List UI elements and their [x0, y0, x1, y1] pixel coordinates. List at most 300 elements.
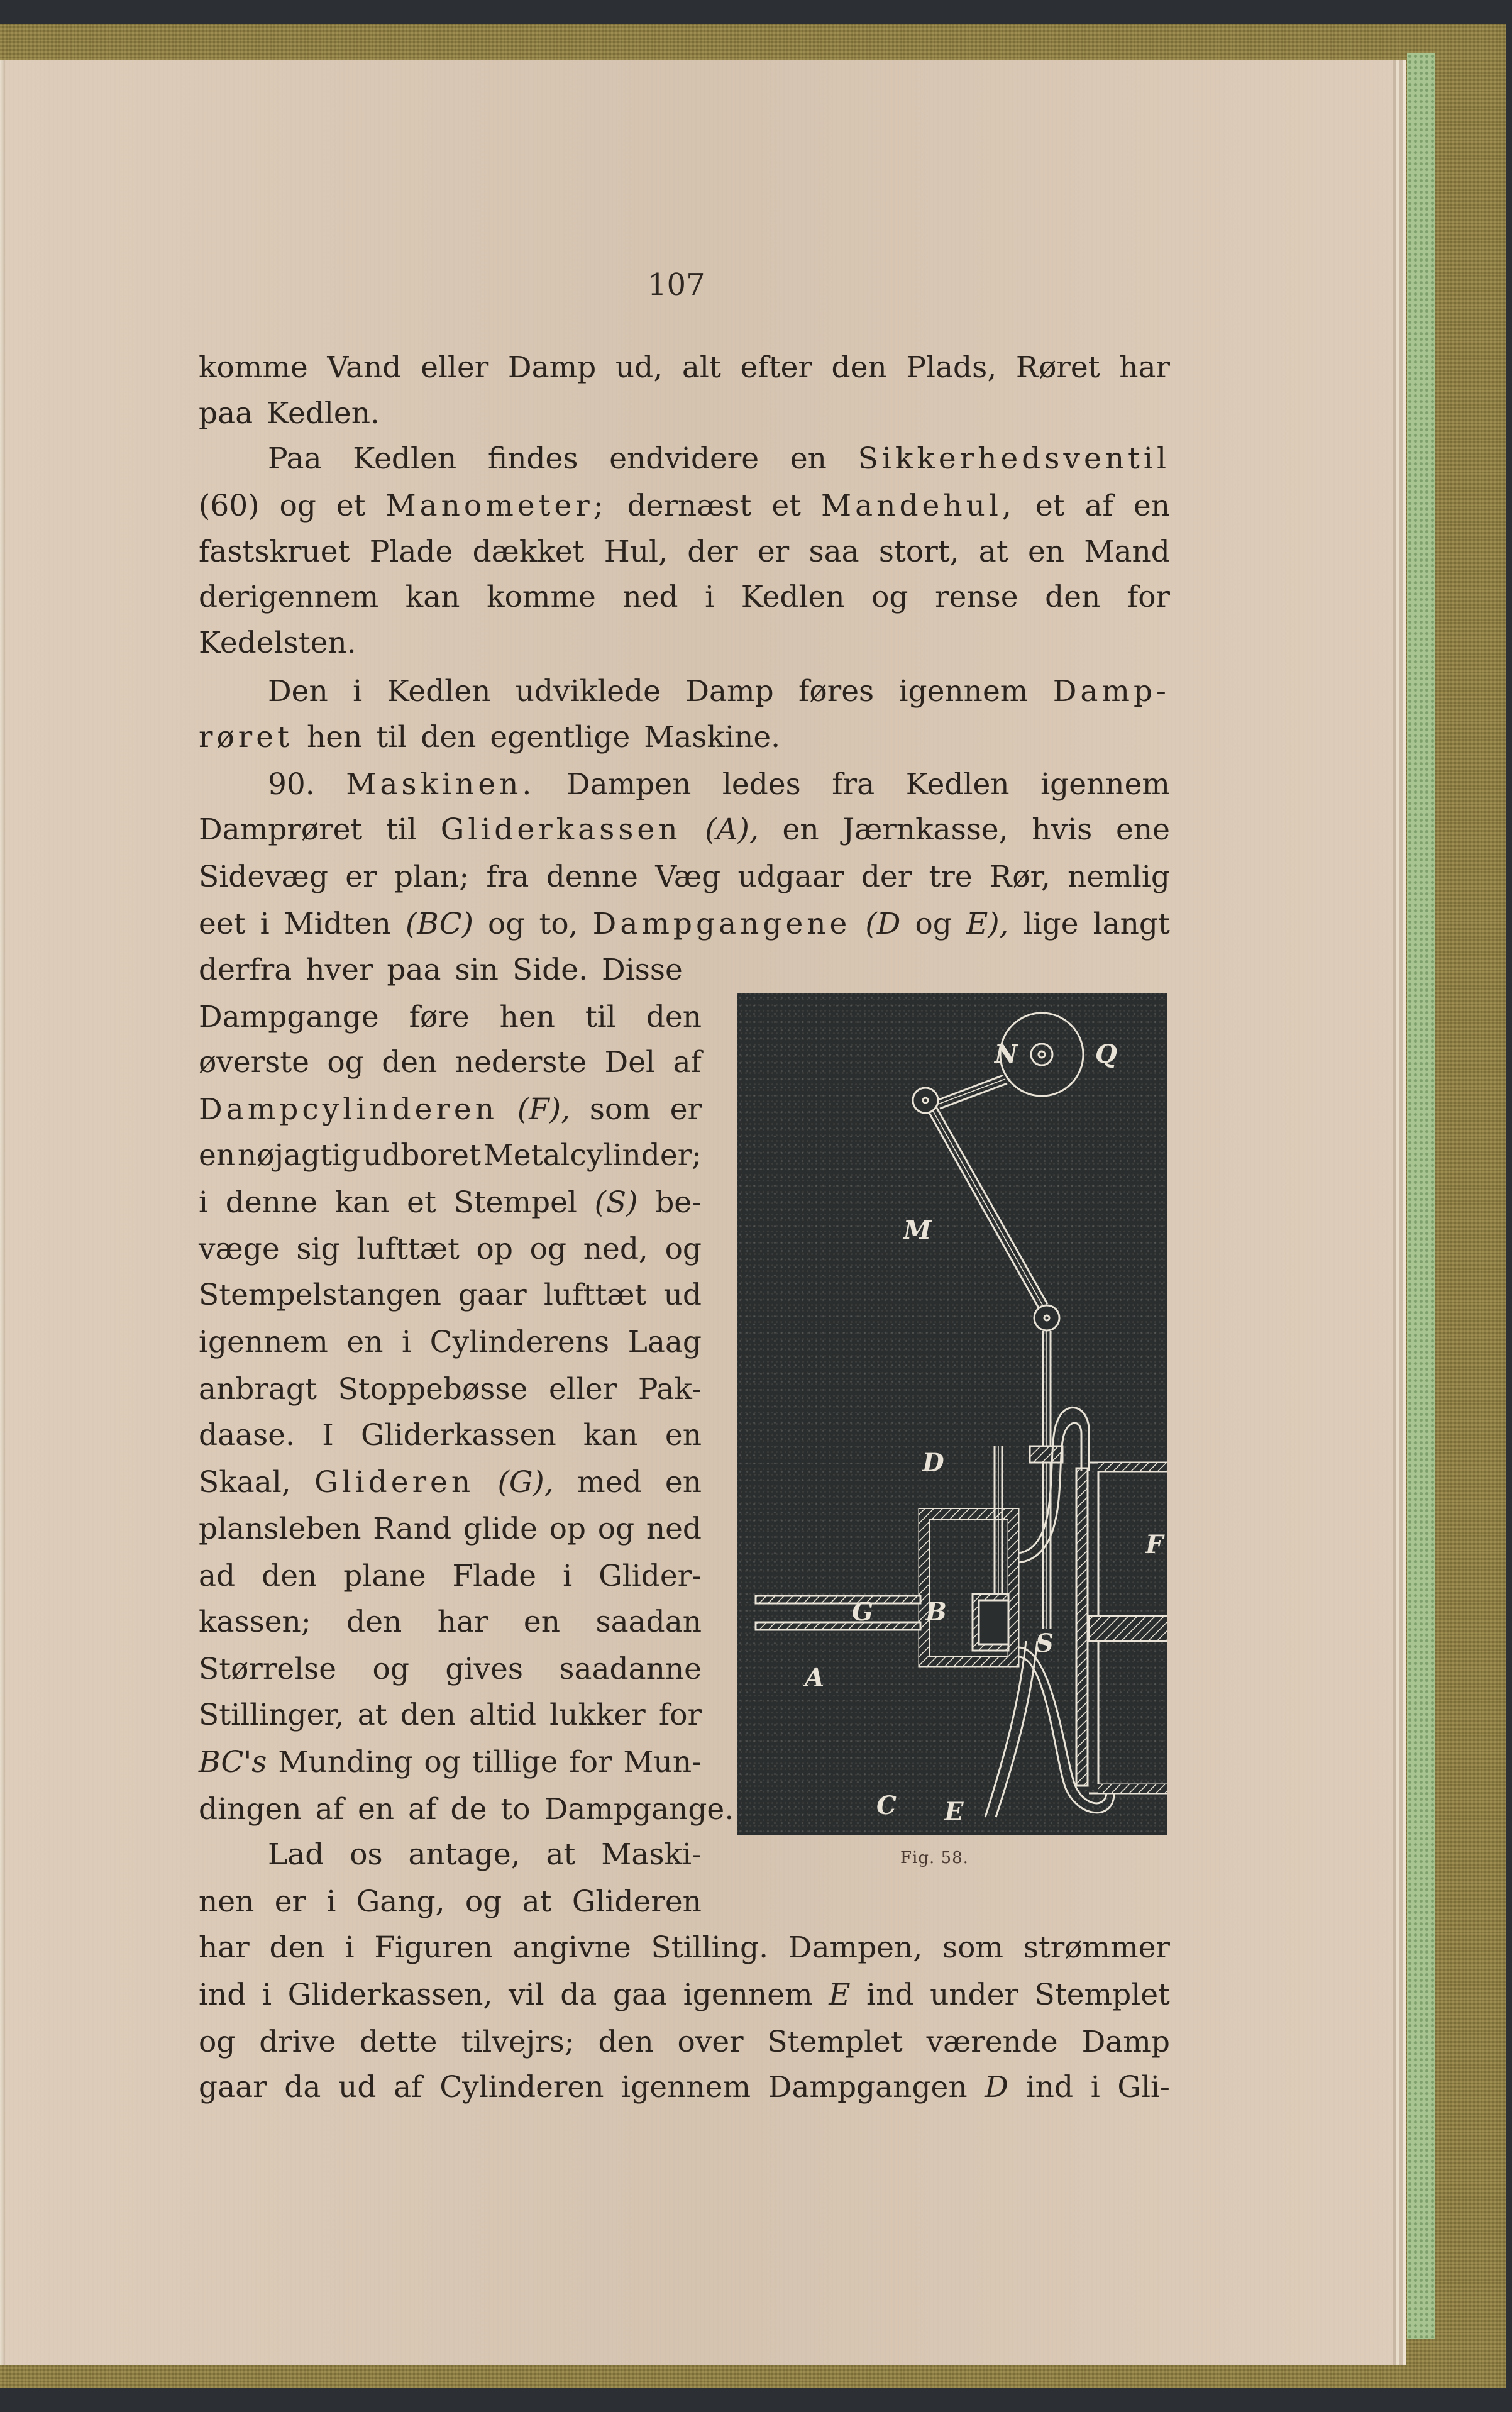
word: en	[199, 1138, 236, 1173]
word: er	[274, 1884, 306, 1919]
word: eller	[549, 1372, 617, 1407]
word: ud	[338, 2070, 377, 2105]
word: hen	[499, 1000, 555, 1034]
word: en	[346, 1325, 384, 1359]
word: derigennem	[199, 580, 379, 614]
text-line	[199, 858, 1170, 896]
word: Mand	[1084, 534, 1170, 569]
word: glide	[463, 1512, 538, 1546]
text-line	[199, 1557, 702, 1595]
word: E),	[966, 907, 1009, 941]
word: Figuren	[374, 1930, 493, 1965]
word: lufttæt	[543, 1278, 647, 1312]
word: E	[829, 1978, 851, 2012]
word: for	[569, 1745, 612, 1779]
endpaper-strip	[1407, 53, 1435, 2339]
word: af	[408, 1792, 437, 1827]
word: sin	[455, 953, 499, 987]
word: tilvejrs;	[461, 2025, 575, 2059]
word: de	[450, 1792, 487, 1827]
text-line	[199, 1696, 702, 1734]
word: plan;	[394, 860, 470, 894]
word: ud	[663, 1278, 702, 1312]
word: ad	[199, 1559, 236, 1593]
word: Glideren	[314, 1465, 475, 1500]
word: ud,	[615, 350, 663, 385]
word: drive	[259, 2025, 336, 2059]
word: kan	[334, 1185, 390, 1220]
text-line	[199, 1464, 702, 1502]
word: af	[394, 2070, 422, 2105]
word: Maski-	[601, 1837, 702, 1872]
word: (60)	[199, 489, 260, 523]
word: hen	[306, 720, 363, 755]
text-line	[199, 487, 1170, 525]
word: derfra	[199, 953, 292, 987]
page-gutter-edge	[0, 60, 5, 2365]
label-f: F	[1145, 1530, 1164, 1559]
word: sig	[296, 1232, 340, 1266]
label-c: C	[876, 1791, 897, 1820]
word: Gang,	[356, 1884, 445, 1919]
word: Gli-	[1117, 2070, 1170, 2105]
word: Sidevæg	[199, 860, 328, 894]
word: efter	[740, 350, 812, 385]
word: den	[262, 1559, 317, 1593]
word: af	[673, 1045, 702, 1080]
word: værende	[926, 2025, 1058, 2059]
label-a: A	[805, 1663, 825, 1693]
cylinder-left-wall	[1076, 1468, 1088, 1786]
word: Kedlen	[741, 580, 845, 614]
crank-pin-joint	[913, 1088, 938, 1113]
label-s: S	[1035, 1629, 1054, 1658]
text-line	[199, 905, 1170, 943]
text-line	[199, 1231, 702, 1268]
word: Glider-	[599, 1559, 702, 1593]
word: er	[670, 1092, 702, 1127]
word: i	[1090, 2070, 1100, 2105]
word: nemlig	[1068, 860, 1170, 894]
word: Kedelsten.	[199, 626, 356, 660]
word: er	[757, 534, 790, 569]
word: to,	[539, 907, 578, 941]
word: den	[646, 1000, 702, 1034]
word: og	[465, 1884, 502, 1919]
word: Metalcylinder;	[483, 1138, 702, 1173]
word: Gliderkassen,	[287, 1978, 493, 2012]
word: et	[771, 489, 802, 523]
word: igennem	[898, 674, 1029, 709]
word: Dampgange	[199, 1000, 379, 1034]
steam-engine-figure	[737, 993, 1167, 1835]
word: og	[279, 489, 316, 523]
word: ind	[1025, 2070, 1074, 2105]
word: den	[831, 350, 887, 385]
word: udviklede	[515, 674, 661, 709]
word: endvidere	[609, 441, 759, 476]
word: alt	[682, 350, 721, 385]
label-n: N	[995, 1039, 1018, 1069]
word: Midten	[284, 907, 391, 941]
word: Damp	[507, 350, 597, 385]
text-line	[199, 1184, 702, 1222]
word: Sikkerhedsventil	[858, 441, 1170, 476]
word: strømmer	[1023, 1930, 1170, 1965]
word: Mun-	[623, 1745, 702, 1779]
word: Dampcylinderen	[199, 1092, 499, 1127]
word: rense	[935, 580, 1018, 614]
word: med	[577, 1465, 642, 1500]
word: Mandehul,	[821, 489, 1015, 523]
text-line	[199, 999, 702, 1036]
word: en	[357, 1792, 395, 1827]
word: Rand	[373, 1512, 452, 1546]
word: Kedlen	[353, 441, 457, 476]
word: i	[345, 1930, 355, 1965]
word: Skaal,	[199, 1465, 291, 1500]
word: (S)	[594, 1185, 638, 1220]
word: et	[407, 1185, 436, 1220]
word: BC's	[199, 1745, 267, 1779]
word: Munding	[278, 1745, 413, 1779]
word: Hul,	[604, 534, 668, 569]
text-line	[199, 719, 1170, 756]
word: hver	[306, 953, 373, 987]
word: gaa	[612, 1978, 668, 2012]
word: saa	[808, 534, 859, 569]
word: og	[424, 1745, 461, 1779]
word: som	[942, 1930, 1003, 1965]
word: Maskinen.	[346, 767, 536, 802]
word: nen	[199, 1884, 255, 1919]
word: Glideren	[571, 1884, 702, 1919]
word: Maskine.	[644, 720, 781, 755]
stuffing-box	[1030, 1446, 1062, 1463]
word: Væg	[655, 860, 721, 894]
word: Dampgange.	[544, 1792, 734, 1827]
word: kan	[583, 1418, 638, 1452]
word: hvis	[1032, 812, 1093, 847]
word: saadanne	[559, 1652, 702, 1686]
crank-arm-n	[937, 1075, 1007, 1109]
text-line	[199, 1651, 702, 1688]
word: Stoppebøsse	[338, 1372, 528, 1407]
word: (D	[865, 907, 901, 941]
word: at	[546, 1837, 576, 1872]
text-line	[199, 395, 1170, 433]
word: og	[665, 1232, 702, 1266]
word: under	[930, 1978, 1019, 2012]
text-line	[199, 2023, 1170, 2061]
word: op	[549, 1512, 586, 1546]
word: har	[437, 1605, 488, 1639]
text-line	[199, 1091, 702, 1129]
word: ned	[646, 1512, 702, 1546]
word: Vand	[327, 350, 402, 385]
page-stack-edge	[1393, 60, 1406, 2365]
word: Del	[604, 1045, 656, 1080]
word: nøjagtig	[237, 1138, 361, 1173]
word: Kedlen	[905, 767, 1010, 802]
word: vil	[509, 1978, 544, 2012]
word: Disse	[602, 953, 683, 987]
text-line	[199, 1324, 702, 1361]
word: i	[563, 1559, 573, 1593]
piston-rod	[1043, 1331, 1051, 1629]
word: og	[871, 580, 908, 614]
word: igennem	[621, 2070, 751, 2105]
word: i	[326, 1884, 336, 1919]
label-e: E	[944, 1797, 964, 1827]
word: den	[346, 1605, 402, 1639]
word: en	[1027, 534, 1065, 569]
word: den	[400, 1698, 456, 1732]
word: Stilling.	[651, 1930, 769, 1965]
word: Manometer;	[385, 489, 607, 523]
word: udgaar	[737, 860, 844, 894]
word: findes	[487, 441, 578, 476]
word: udboret	[362, 1138, 481, 1173]
word: dækket	[472, 534, 585, 569]
word: ene	[1116, 812, 1170, 847]
word: daase.	[199, 1418, 295, 1452]
text-line	[199, 440, 1170, 478]
word: igennem	[199, 1325, 328, 1359]
text-line	[199, 1510, 702, 1548]
word: Jærnkasse,	[842, 812, 1008, 847]
label-m: M	[903, 1215, 932, 1245]
word: denne	[546, 860, 638, 894]
word: den	[1045, 580, 1101, 614]
word: (BC)	[405, 907, 473, 941]
label-b: B	[925, 1597, 947, 1627]
word: Cylinderen	[439, 2070, 604, 2105]
text-line	[199, 349, 1170, 387]
word: et	[336, 489, 366, 523]
word: Plads,	[906, 350, 997, 385]
word: Damprøret	[199, 812, 363, 847]
word: Røret	[1015, 350, 1100, 385]
word: i	[262, 1978, 272, 2012]
word: igennem	[683, 1978, 813, 2012]
word: nederste	[455, 1045, 587, 1080]
word: Rør,	[990, 860, 1051, 894]
word: Cylinderens	[429, 1325, 610, 1359]
word: Lad	[268, 1837, 324, 1872]
word: en	[790, 441, 827, 476]
text-line	[199, 1603, 702, 1641]
text-line	[199, 811, 1170, 849]
word: komme	[487, 580, 596, 614]
word: gaar	[199, 2070, 267, 2105]
word: Dampen	[566, 767, 692, 802]
word: og	[488, 907, 525, 941]
word: (F),	[517, 1092, 571, 1127]
word: Stemplet	[767, 2025, 903, 2059]
word: en	[1133, 489, 1170, 523]
word: Stemplet	[1034, 1978, 1170, 2012]
word: stort,	[878, 534, 959, 569]
word: Pak-	[637, 1372, 702, 1407]
text-line	[199, 1976, 1170, 2014]
page-number: 107	[648, 267, 705, 302]
word: gaar	[458, 1278, 527, 1312]
steam-inlet-pipe	[756, 1596, 920, 1630]
label-d: D	[922, 1448, 944, 1478]
word: eller	[421, 350, 489, 385]
word: kan	[405, 580, 460, 614]
word: langt	[1093, 907, 1170, 941]
word: der	[687, 534, 738, 569]
word: til	[585, 1000, 616, 1034]
slide-valve-g	[973, 1594, 1008, 1651]
word: Kedlen	[387, 674, 491, 709]
word: føre	[409, 1000, 470, 1034]
word: den	[269, 1930, 325, 1965]
word: eet	[199, 907, 246, 941]
word: væge	[199, 1232, 280, 1266]
word: i	[199, 1185, 209, 1220]
word: to	[500, 1792, 531, 1827]
word: Stempel	[453, 1185, 577, 1220]
word: for	[658, 1698, 702, 1732]
word: 90.	[268, 767, 315, 802]
word: at	[357, 1698, 387, 1732]
word: antage,	[408, 1837, 521, 1872]
text-line	[199, 1744, 702, 1781]
word: os	[350, 1837, 383, 1872]
word: ned	[622, 580, 678, 614]
word: (A),	[705, 812, 759, 847]
word: altid	[469, 1698, 537, 1732]
word: den	[421, 720, 477, 755]
word: har	[199, 1930, 250, 1965]
word: komme	[199, 350, 308, 385]
word: paa	[199, 396, 253, 431]
word: fastskruet	[199, 534, 350, 569]
word: Den	[268, 674, 328, 709]
word: og	[327, 1045, 364, 1080]
word: D	[985, 2070, 1008, 2105]
piston-s	[1089, 1616, 1167, 1641]
word: den	[382, 1045, 438, 1080]
word: fra	[486, 860, 529, 894]
word: har	[1119, 350, 1170, 385]
word: Dampen,	[788, 1930, 923, 1965]
word: Stillinger,	[199, 1698, 345, 1732]
word: og	[915, 907, 952, 941]
word: en	[665, 1465, 702, 1500]
word: Laag	[627, 1325, 702, 1359]
word: en	[782, 812, 819, 847]
text-line	[199, 1371, 702, 1408]
word: ned,	[583, 1232, 648, 1266]
word: saadan	[595, 1605, 702, 1639]
word: at	[978, 534, 1008, 569]
text-line	[199, 1276, 702, 1314]
word: til	[386, 812, 417, 847]
word: Gliderkassen	[440, 812, 682, 847]
word: en	[665, 1418, 702, 1452]
word: den	[598, 2025, 654, 2059]
word: og	[199, 2025, 236, 2059]
word: til	[376, 720, 407, 755]
word: for	[1127, 580, 1170, 614]
word: be-	[655, 1185, 702, 1220]
word: plansleben	[199, 1512, 361, 1546]
connecting-rod-m	[929, 1108, 1047, 1308]
text-line	[199, 1417, 702, 1454]
word: ind	[199, 1978, 246, 2012]
text-line	[199, 1044, 702, 1082]
word: tillige	[472, 1745, 558, 1779]
text-line	[199, 1929, 1170, 1967]
text-line	[199, 533, 1170, 571]
word: Damp	[685, 674, 774, 709]
word: Dampgangen	[768, 2070, 968, 2105]
word: lufttæt	[356, 1232, 460, 1266]
word: der	[861, 860, 912, 894]
word: af	[315, 1792, 344, 1827]
crosshead-joint	[1034, 1305, 1059, 1330]
word: ind	[866, 1978, 914, 2012]
word: et	[1035, 489, 1065, 523]
text-line	[199, 578, 1170, 616]
word: igennem	[1040, 767, 1170, 802]
word: og	[529, 1232, 567, 1266]
word: øverste	[199, 1045, 309, 1080]
word: da	[560, 1978, 597, 2012]
word: op	[476, 1232, 513, 1266]
word: føres	[798, 674, 875, 709]
word: Dampgangene	[592, 907, 851, 941]
flywheel-hub-inner	[1039, 1051, 1045, 1058]
word: Damp-	[1052, 674, 1170, 709]
word: af	[1084, 489, 1113, 523]
text-line	[199, 673, 1170, 711]
word: plane	[343, 1559, 426, 1593]
word: i	[353, 674, 363, 709]
word: dette	[360, 2025, 438, 2059]
word: lige	[1023, 907, 1079, 941]
word: i	[705, 580, 715, 614]
text-line	[199, 1791, 734, 1828]
word: kassen;	[199, 1605, 311, 1639]
label-q: Q	[1095, 1039, 1117, 1069]
word: (G),	[497, 1465, 554, 1500]
word: at	[522, 1884, 552, 1919]
text-line	[199, 951, 1170, 989]
word: Flade	[452, 1559, 537, 1593]
word: fra	[832, 767, 875, 802]
word: egentlige	[490, 720, 631, 755]
figure-caption: Fig. 58.	[900, 1849, 969, 1867]
word: lukker	[549, 1698, 646, 1732]
steam-engine-diagram	[737, 993, 1167, 1835]
word: dingen	[199, 1792, 302, 1827]
label-g: G	[852, 1597, 874, 1627]
word: Kedlen.	[267, 396, 380, 431]
word: I	[322, 1418, 334, 1452]
text-line	[199, 2069, 1170, 2106]
word: Plade	[369, 534, 453, 569]
word: gives	[445, 1652, 523, 1686]
text-line	[199, 1137, 702, 1175]
word: er	[345, 860, 377, 894]
word: Gliderkassen	[360, 1418, 556, 1452]
word: dernæst	[627, 489, 752, 523]
